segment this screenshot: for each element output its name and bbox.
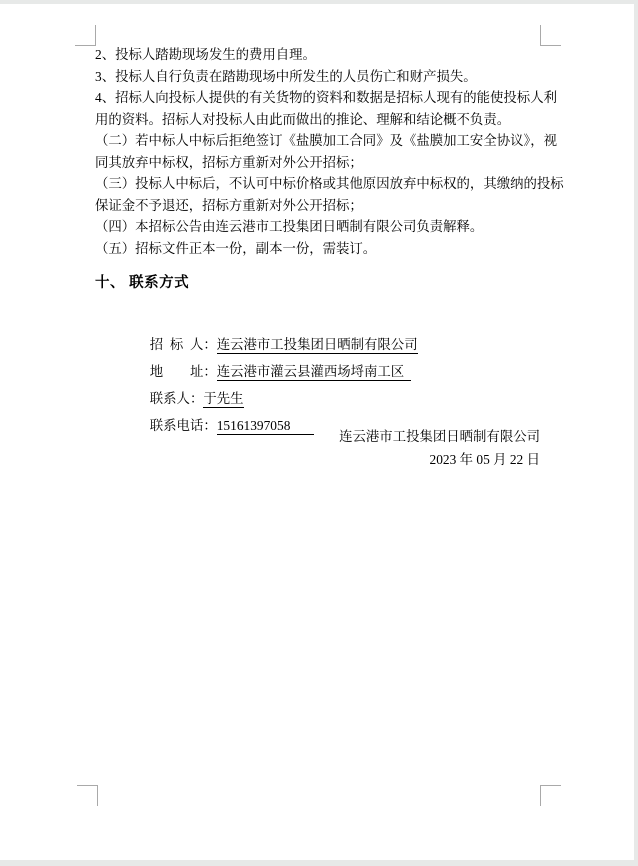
document-text-line: （三）投标人中标后，不认可中标价格或其他原因放弃中标权的，其缴纳的投标: [95, 176, 564, 191]
contact-label: 招 标 人：: [149, 337, 217, 352]
contact-value-underlined: 15161397058: [216, 418, 314, 433]
text-boundary-mark-bottom-left: [77, 785, 98, 806]
contact-value-underlined: 连云港市工投集团日晒制有限公司: [216, 337, 418, 352]
contact-row-tenderer: [123, 304, 418, 352]
document-page: [0, 4, 634, 860]
section-heading-contact: 十、 联系方式: [95, 275, 190, 291]
text-boundary-mark-bottom-right: [540, 785, 561, 806]
document-text-line: 2、投标人踏勘现场发生的费用自理。: [95, 47, 316, 62]
body-text-block: [95, 44, 564, 259]
document-text-line: 同其放弃中标权，招标方重新对外公开招标；: [95, 154, 363, 170]
signature-block: [339, 425, 540, 471]
contact-label: 联系人：: [149, 391, 204, 406]
text-boundary-mark-top-right: [540, 25, 561, 46]
document-text-line: 用的资料。招标人对投标人由此而做出的推论、理解和结论概不负责。: [95, 111, 511, 127]
contact-value-underlined: 连云港市灌云县灌西场埒南工区: [216, 364, 411, 379]
document-text-line: 3、投标人自行负责在踏勘现场中所发生的人员伤亡和财产损失。: [95, 68, 477, 84]
contact-label: 联系电话：: [149, 418, 217, 433]
document-text-line: （二）若中标人中标后拒绝签订《盐膜加工合同》及《盐膜加工安全协议》，视: [95, 133, 557, 148]
contact-value-underlined: 于先生: [203, 391, 244, 406]
document-text-line: 4、招标人向投标人提供的有关货物的资料和数据是招标人现有的能使投标人利: [95, 90, 557, 105]
text-boundary-mark-top-left: [75, 25, 96, 46]
contact-label: 地 址：: [149, 364, 217, 379]
document-text-line: （四）本招标公告由连云港市工投集团日晒制有限公司负责解释。: [95, 219, 484, 234]
document-text-line: （五）招标文件正本一份，副本一份，需装订。: [95, 240, 377, 256]
signature-company: 连云港市工投集团日晒制有限公司: [339, 429, 540, 444]
document-text-line: 保证金不予退还，招标方重新对外公开招标；: [95, 197, 363, 213]
contact-info-block: [123, 304, 418, 433]
signature-date: 2023 年 05 月 22 日: [429, 452, 540, 467]
